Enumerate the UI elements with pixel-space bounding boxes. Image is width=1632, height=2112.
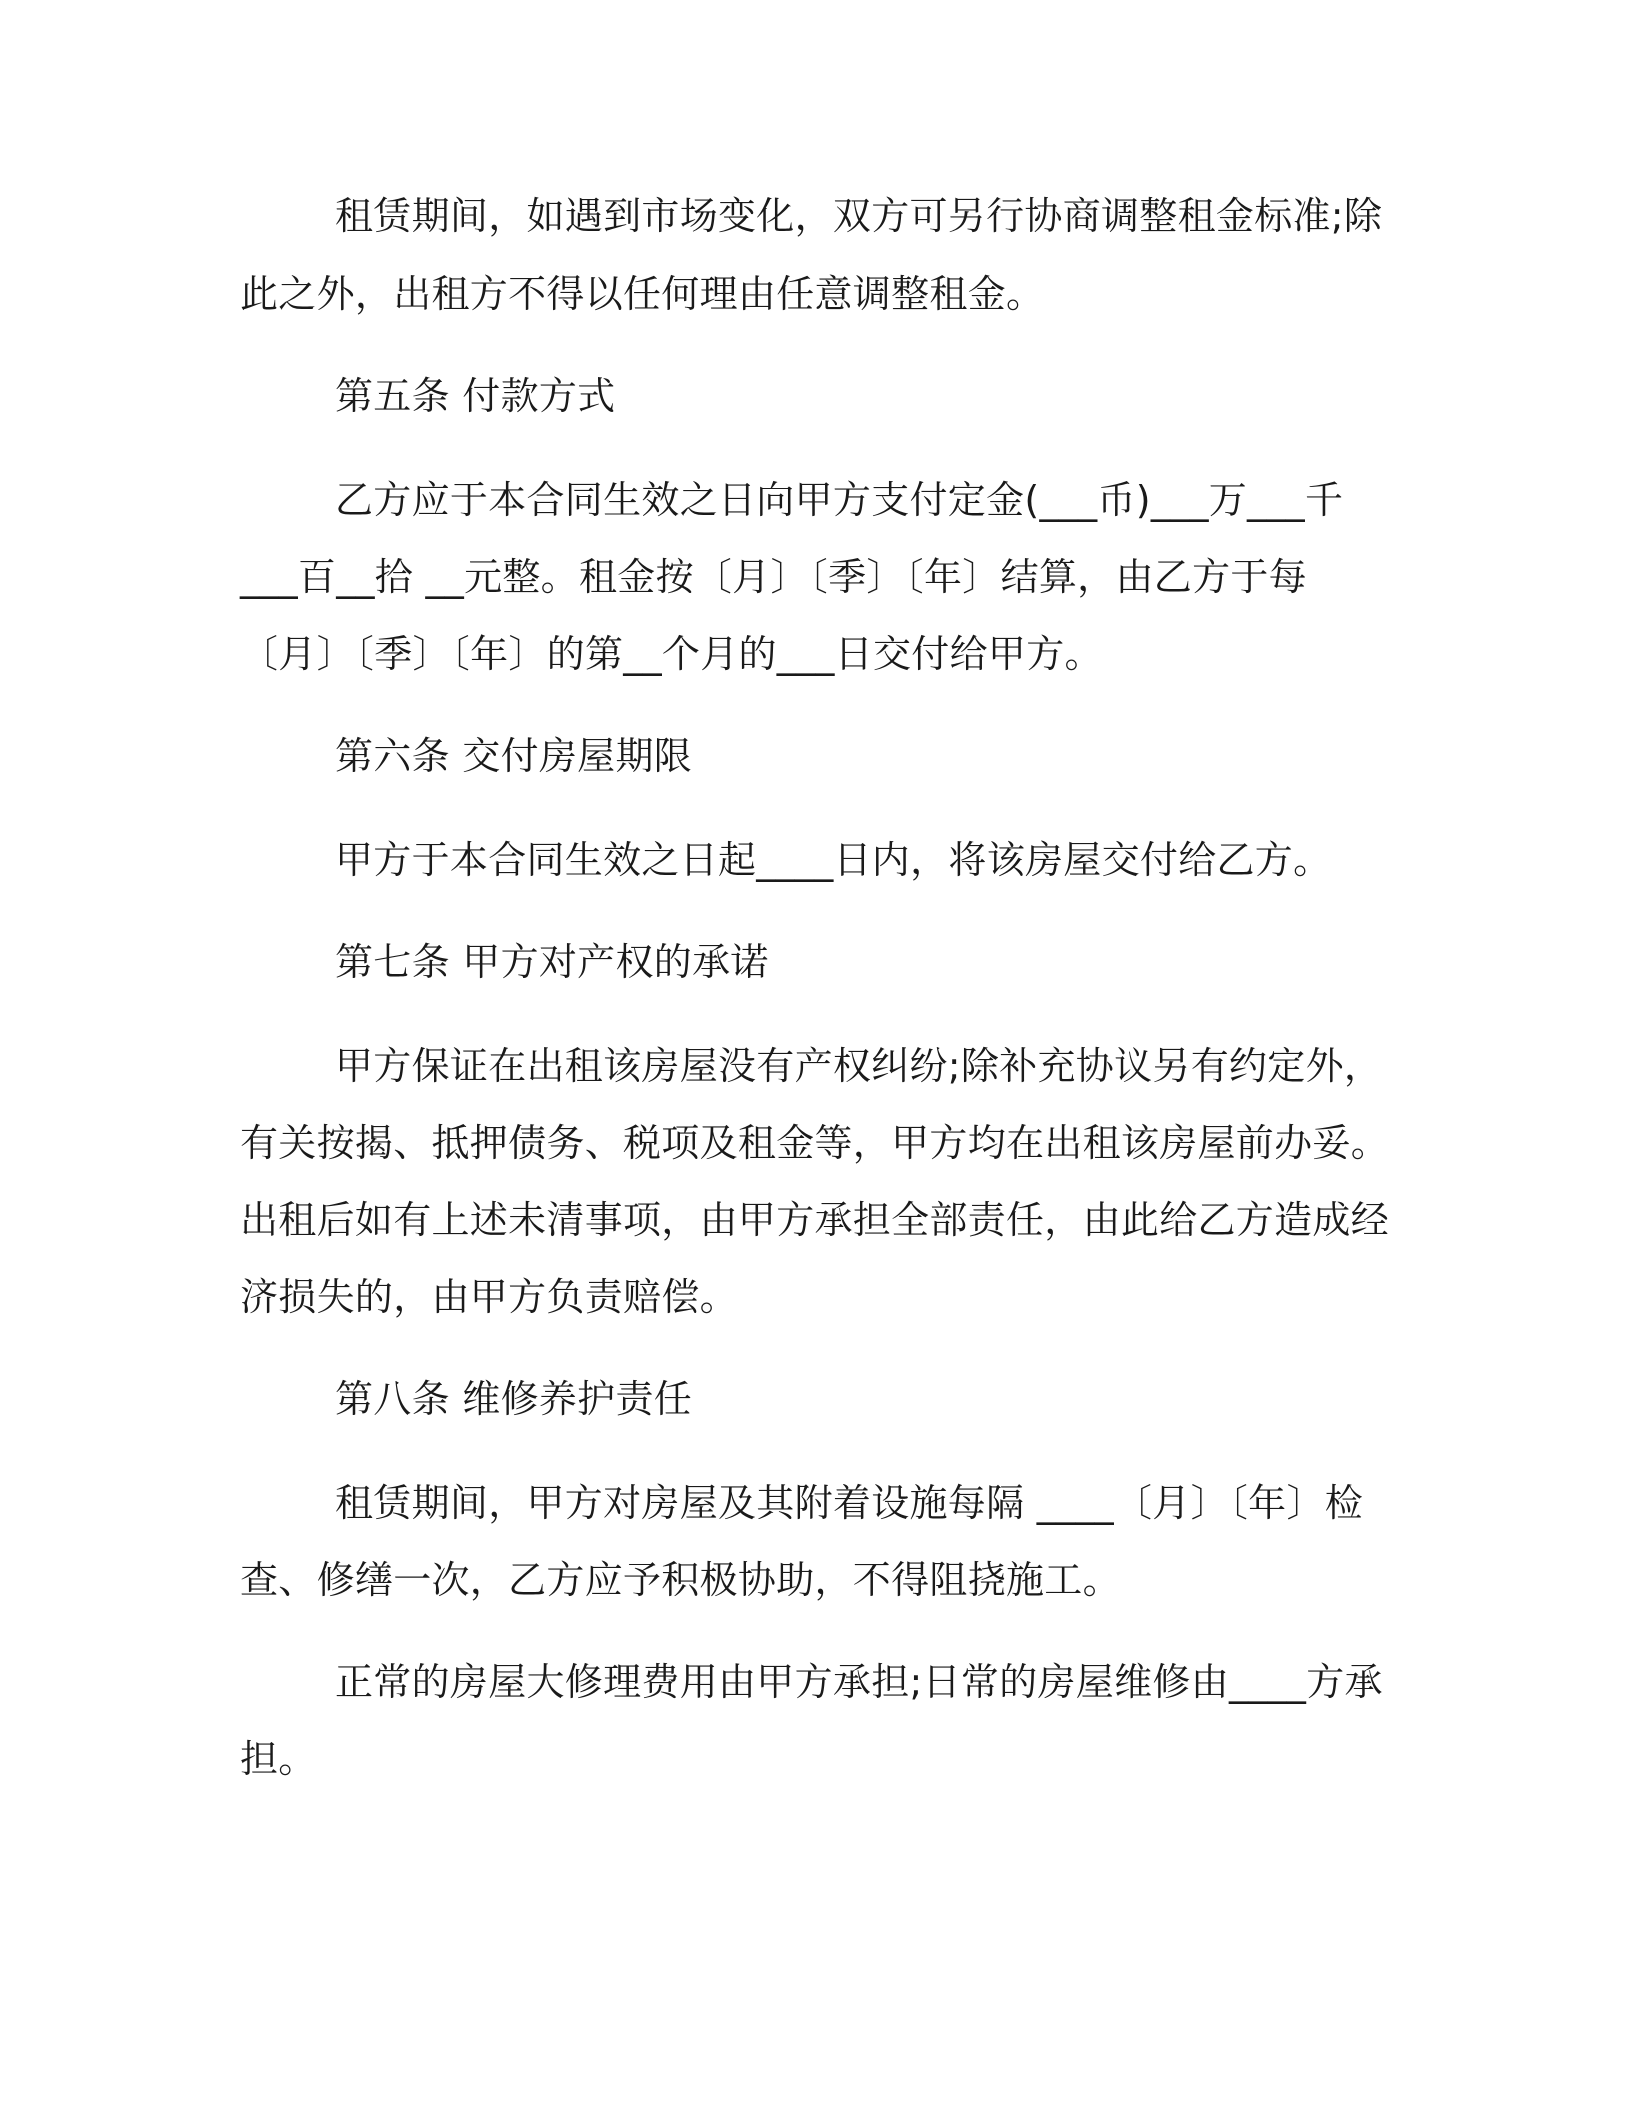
paragraph-payment-line-3: 〔月〕〔季〕〔年〕的第__个月的___日交付给甲方。 [240,632,1103,676]
paragraph-ownership-line-4: 济损失的，由甲方负责赔偿。 [240,1275,738,1319]
paragraph-repair-cost-line-1: 正常的房屋大修理费用由甲方承担;日常的房屋维修由____方承 [335,1660,1383,1704]
paragraph-ownership-line-1: 甲方保证在出租该房屋没有产权纠纷;除补充协议另有约定外， [335,1044,1383,1088]
heading-article-7: 第七条 甲方对产权的承诺 [335,940,769,984]
paragraph-payment-line-2: ___百__拾 __元整。租金按〔月〕〔季〕〔年〕结算，由乙方于每 [240,555,1307,599]
paragraph-maintenance-line-2: 查、修缮一次，乙方应予积极协助，不得阻挠施工。 [240,1558,1121,1602]
paragraph-repair-cost-line-2: 担。 [240,1737,317,1781]
heading-article-8: 第八条 维修养护责任 [335,1377,693,1421]
paragraph-ownership-line-3: 出租后如有上述未清事项，由甲方承担全部责任，由此给乙方造成经 [240,1198,1390,1242]
paragraph-maintenance-line-1: 租赁期间，甲方对房屋及其附着设施每隔 ____〔月〕〔年〕检 [335,1481,1364,1525]
paragraph-rent-adjustment-line-1: 租赁期间，如遇到市场变化，双方可另行协商调整租金标准;除 [335,194,1383,238]
paragraph-rent-adjustment-line-2: 此之外，出租方不得以任何理由任意调整租金。 [240,272,1045,316]
heading-article-5: 第五条 付款方式 [335,374,616,418]
paragraph-payment-line-1: 乙方应于本合同生效之日向甲方支付定金(___币)___万___千 [335,478,1344,522]
heading-article-6: 第六条 交付房屋期限 [335,734,693,778]
paragraph-delivery: 甲方于本合同生效之日起____日内，将该房屋交付给乙方。 [335,838,1332,882]
paragraph-ownership-line-2: 有关按揭、抵押债务、税项及租金等，甲方均在出租该房屋前办妥。 [240,1121,1390,1165]
